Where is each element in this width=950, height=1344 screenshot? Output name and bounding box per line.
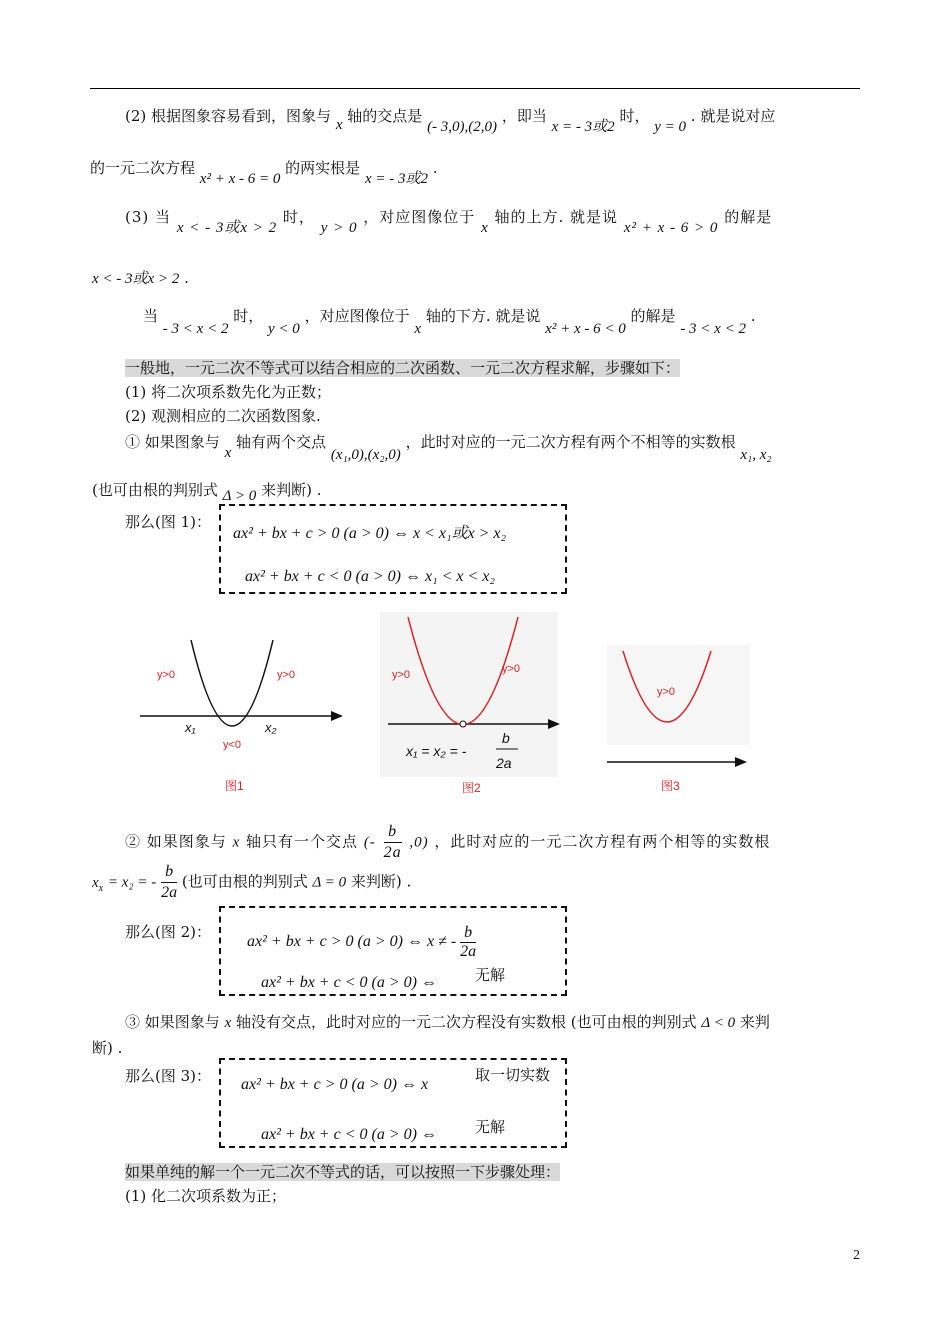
case2-mid: 轴只有一个交点 [246, 832, 359, 851]
case3-box-line2: ax² + bx + c < 0 (a > 0) ⇔ [261, 1126, 437, 1143]
p2-y0: y = 0 [654, 119, 687, 135]
p3-x: x [481, 220, 489, 236]
p2-x: x [335, 117, 343, 133]
case2-l2-tail2: 来判断) . [350, 872, 412, 891]
case2-l2-x: x [92, 874, 99, 891]
case2-l2-eq2: = x₂ = - [107, 874, 157, 891]
fig3-caption: 图3 [661, 779, 680, 793]
case1-points: (x₁,0),(x₂,0) [330, 447, 401, 463]
case2-l2-fraction [161, 862, 177, 903]
fig2-eq: x₁ = x₂ = - [406, 743, 467, 759]
final-step1: (1) 化二次项系数为正； [125, 1187, 287, 1205]
general-step2: (2) 观测相应的二次函数图象. [125, 407, 321, 425]
case3-line1 [125, 1012, 770, 1033]
case2-point-num: b [384, 822, 402, 843]
p3-l2-prefix: 当 [143, 307, 159, 325]
figure-1 [135, 632, 350, 797]
p3-ypos: y > 0 [320, 220, 358, 236]
fig3-axis-arrow-icon [735, 757, 747, 767]
fig2-y-pos-right: y>0 [502, 663, 521, 675]
p3-line1 [125, 207, 773, 236]
figure-3 [605, 645, 755, 797]
p3-l2-shi: 时， [233, 307, 264, 325]
p3-l2-ineq: x² + x - 6 < 0 [545, 321, 626, 337]
p3-l2-y: y < 0 [268, 321, 300, 337]
fig2-y-pos-left: y>0 [392, 669, 411, 681]
case2-line2 [92, 862, 411, 903]
case2-l2-xx: $x_x$ [92, 874, 104, 894]
case3-prefix: ③ 如果图象与 [125, 1013, 220, 1031]
p2-eq: x = - 3或2 [551, 119, 615, 135]
case1-roots: x₁, x₂ [740, 447, 772, 463]
p2-when: ，即当 [501, 107, 547, 125]
case2-point-fraction [384, 822, 402, 863]
case2-no-solution: 无解 [475, 966, 506, 984]
p3-sol: x < - 3或x > 2 [92, 271, 180, 287]
case1-tail: ，此时对应的一元二次方程有两个不相等的实数根 [405, 433, 736, 451]
case1-box [219, 504, 567, 594]
p2-roots: x = - 3或2 [364, 171, 428, 187]
p3-l2-mid: ，对应图像位于 [304, 307, 410, 325]
case3-tail: 轴没有交点，此时对应的一元二次方程没有实数根 (也可由根的判别式 [236, 1013, 697, 1031]
p3-l2-tail: 的解是 [630, 307, 676, 325]
p2-mid: 轴的交点是 [347, 107, 423, 125]
p2-shi: 时， [619, 107, 650, 125]
fig2-caption: 图2 [462, 781, 481, 795]
p2-line1 [125, 106, 776, 135]
p3-l2-cond: - 3 < x < 2 [162, 321, 229, 337]
p3-shi: 时， [282, 208, 315, 226]
general-heading-text: 一般地，一元二次不等式可以结合相应的二次函数、一元二次方程求解，步骤如下： [125, 359, 681, 377]
case2-prefix: ② 如果图象与 [125, 832, 227, 851]
case2-box [219, 906, 567, 996]
p2-points: (- 3,0),(2,0) [427, 119, 498, 135]
case2-l2-den: 2a [161, 884, 178, 901]
case2-box-line1-text: ax² + bx + c > 0 (a > 0) ⇔ x ≠ - [247, 933, 457, 951]
case3-all-real: 取一切实数 [475, 1066, 551, 1084]
case2-line1 [125, 822, 770, 863]
case2-point-den: 2a [383, 844, 402, 861]
p3-solution [92, 268, 189, 289]
general-heading [125, 358, 680, 378]
p3-l2-x: x [414, 321, 422, 337]
case1-line2-text: (也可由根的判别式 [92, 481, 218, 499]
page-number: 2 [853, 1248, 860, 1263]
case2-tail: ，此时对应的一元二次方程有两个相等的实数根 [434, 832, 771, 851]
case2-then: 那么(图 2)： [125, 923, 212, 941]
fig1-y-neg: y<0 [223, 739, 242, 751]
case2-l2-tail: (也可由根的判别式 [181, 872, 308, 891]
case1-box-line1: ax² + bx + c > 0 (a > 0) ⇔ x < x₁或x > x₂ [233, 525, 507, 542]
p3-l2-sol: - 3 < x < 2 [680, 321, 746, 337]
fig2-num: b [502, 730, 510, 746]
case3-tail2: 来判 [739, 1013, 770, 1031]
p3-l2-dot: . [750, 307, 756, 325]
p3-mid: ，对应图像位于 [363, 208, 476, 226]
p2-equation: x² + x - 6 = 0 [199, 171, 281, 187]
case1-line1 [125, 432, 772, 463]
fig1-y-pos-left: y>0 [157, 669, 176, 681]
case1-x: x [224, 445, 232, 461]
case1-line2-tail: 来判断) . [261, 481, 322, 499]
case2-point-post: ,0) [409, 834, 429, 851]
general-step1: (1) 将二次项系数先化为正数； [125, 383, 332, 401]
case3-line2: 断) . [92, 1039, 123, 1057]
case2-disc: Δ = 0 [312, 874, 347, 891]
fig3-y-pos: y>0 [657, 686, 676, 698]
p3-line2 [143, 306, 756, 337]
p3-ineq: x² + x - 6 > 0 [623, 220, 719, 236]
case1-disc: Δ > 0 [222, 488, 257, 504]
case1-mid: 轴有两个交点 [236, 433, 327, 451]
p2-prefix: (2) 根据图象容易看到，图象与 [125, 107, 332, 125]
case2-x: x [232, 834, 241, 851]
case2-box-den: 2a [460, 943, 477, 960]
fig2-vertex [460, 721, 466, 727]
case3-no-solution: 无解 [475, 1118, 506, 1136]
p2-dot: . [432, 159, 438, 177]
case3-box [219, 1058, 567, 1148]
fig1-caption: 图1 [225, 779, 244, 793]
case2-box-num: b [460, 924, 476, 943]
p3-mid2: 轴的上方. 就是说 [494, 208, 619, 226]
case3-x: x [224, 1015, 232, 1031]
case2-box-line1 [247, 924, 476, 961]
case2-l2-num: b [161, 862, 177, 883]
p2-line2 [90, 158, 438, 187]
fig1-parabola [191, 640, 273, 726]
p3-cond: x < - 3或x > 2 [176, 220, 278, 236]
case2-box-fraction [460, 924, 476, 961]
case3-box-line1: ax² + bx + c > 0 (a > 0) ⇔ x [241, 1076, 429, 1093]
p2-line2-prefix: 的一元二次方程 [90, 159, 196, 177]
fig1-y-pos-right: y>0 [277, 669, 296, 681]
fig2-den: 2a [496, 755, 512, 771]
case2-box-line2: ax² + bx + c < 0 (a > 0) ⇔ [261, 974, 437, 991]
fig1-axis-arrow-icon [331, 711, 343, 721]
fig1-x1: x₁ [185, 720, 196, 735]
header-rule [90, 88, 860, 89]
p2-line2-mid: 的两实根是 [285, 159, 361, 177]
case3-disc: Δ < 0 [701, 1015, 736, 1031]
p3-tail: 的解是 [724, 208, 773, 226]
case2-point-pre: (- [363, 834, 376, 851]
figure-2 [378, 612, 563, 797]
case1-box-line2: ax² + bx + c < 0 (a > 0) ⇔ x₁ < x < x₂ [245, 568, 495, 585]
p3-l2-mid2: 轴的下方. 就是说 [425, 307, 541, 325]
case1-line2 [92, 480, 322, 504]
final-heading-text: 如果单纯的解一个一元二次不等式的话，可以按照一下步骤处理： [125, 1163, 561, 1181]
p3-prefix: (3) 当 [125, 208, 172, 226]
final-heading [125, 1162, 560, 1182]
p3-sol-dot: . [184, 269, 189, 287]
p2-tail: . 就是说对应 [690, 107, 776, 125]
fig1-x2: x₂ [265, 720, 277, 735]
case1-then: 那么(图 1)： [125, 513, 212, 531]
fig3-background [607, 645, 750, 745]
case1-prefix: ① 如果图象与 [125, 433, 220, 451]
case3-then: 那么(图 3)： [125, 1067, 212, 1085]
